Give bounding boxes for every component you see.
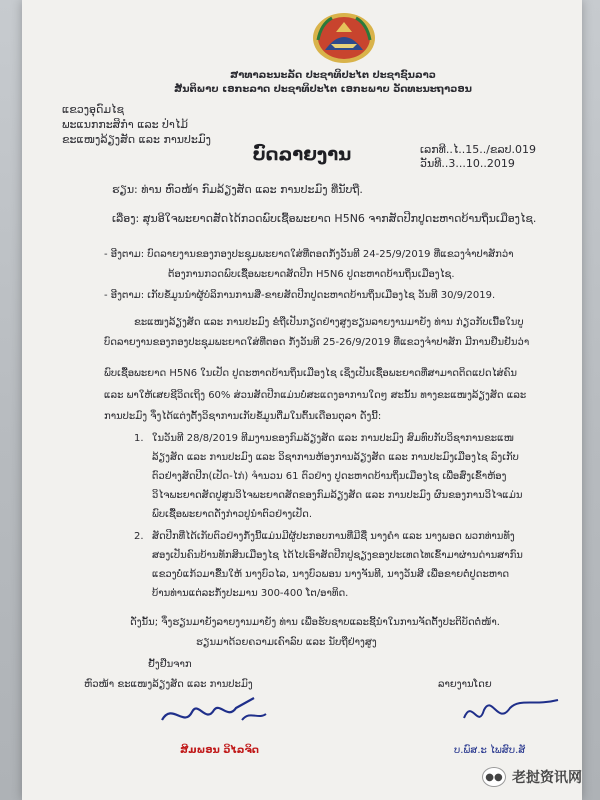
watermark-text: 老挝资讯网 xyxy=(512,770,582,786)
left-signatory-name: ສີມພອນ ວິໄລຈິດ xyxy=(180,745,259,756)
right-signatory-title: ລາຍງານໂດຍ xyxy=(438,679,492,690)
reference-number: ເລກທີ..ໄ..15../ຂລປ.019 xyxy=(420,143,536,156)
lao-emblem-icon xyxy=(309,10,379,66)
country-line: ສາທາລະນະລັດ ປະຊາທິປະໄຕ ປະຊາຊົນລາວ xyxy=(230,70,436,81)
body-line: ບົດລາຍງານຂອງກອງປະຊຸມພະຍາດໃສ່ທີ່ຕອດ ກໍ້ງວັນທີ 25-26/9/2019 ທີ່ແຂວງຈໍາປາສັກ ມີການຢືນຢັນວ່າ xyxy=(104,337,530,348)
document-page xyxy=(22,0,582,800)
wechat-icon: ●● xyxy=(482,767,506,787)
section-line: ຂະແໜງລ້ຽງສັດ ແລະ ການປະມົງ xyxy=(62,133,211,146)
document-date: ວັນທີ..3...10..2019 xyxy=(420,157,515,170)
reference-item: ຕ້ອງການກວດພົບເຊື້ອພະຍາດສັດປີກ H5N6 ປູດະຫາດບ້ານຖິ່ນເມືອງໄຊ. xyxy=(168,269,455,280)
list-line: ໃນວັນທີ 28/8/2019 ທີມງານຂອງກົມລ້ຽງສັດ ແລະ ການປະມົງ ສົມທົບກັບວິຊາການຂະແໜ xyxy=(152,433,514,444)
list-line: ສັດປີກທີ່ໄດ້ເກັບຕົວຢ່າງກໍ້ງນີ້ແມ່ນມີຜູ້ປະກອບການທີ່ມີຊື່ ນາງຄໍາ ແລະ ນາງພອດ ພວກທ່ານທັງ xyxy=(152,531,515,542)
subject-line: ເລື່ອງ: ສຸນອີໃຈພະຍາດສັດໄດ້ກວດພົບເຊື້ອພະຍາດ H5N6 ຈາກສັດປີກປູດະຫາດບ້ານຖິ່ນເມືອງໄຊ. xyxy=(112,212,537,225)
body-line: ຂະແໜງລ້ຽງສັດ ແລະ ການປະມົງ ຂໍຖືເປັນກຽດຢ່າງສູງຮຽນລາຍງານມາຍັງ ທ່ານ ກ່ຽວກັບເນື້ອໃນບູ xyxy=(134,317,524,328)
body-line: ພົບເຊື້ອພະຍາດ H5N6 ໃນເປັດ ປູດະຫາດບ້ານຖິ່ນເມືອງໄຊ ເຊິ່ງເປັນເຊື້ອພະຍາດທີ່ສາມາດຕິດແປດໄສ່ຄົນ xyxy=(104,368,518,379)
body-line: ແລະ ພາໃຫ້ເສຍຊີວິດເຖິງ 60% ສ່ວນສັດປີກແມ່ນບໍ່ສະແດງອາການໃດໆ ສະນັ້ນ ທາງຂະແໜງລ້ຽງສັດ ແລະ xyxy=(104,390,527,401)
watermark xyxy=(482,767,582,787)
list-number: 1. xyxy=(134,433,144,444)
signature-intro: ຢັ້ງຢືນຈາກ xyxy=(148,659,192,670)
left-signatory-title: ຫົວໜ້າ ຂະແໜງລ້ຽງສັດ ແລະ ການປະມົງ xyxy=(84,679,253,690)
list-number: 2. xyxy=(134,531,144,542)
province-line: ແຂວງອຸດົມໄຊ xyxy=(62,103,124,116)
page-title: ບົດລາຍງານ xyxy=(252,144,352,165)
closing-line: ດັ່ງນັ້ນ; ຈຶ່ງຮຽນມາຍັງລາຍງານມາຍັງ ທ່ານ ເພື່ອຮັບຊາບແລະຊີ້ນໍາໃນການຈັດຕັ້ງປະຕິບັດຕໍ່ໜ້າ. xyxy=(130,617,500,628)
list-line: ແຂວງບໍ່ແກ້ວມາຂື້ນໃຫ້ ນາງບົວໄລ, ນາງບົວພອນ ນາງຈັນທີ, ນາງວັນສີ ເພື່ອຂາຍຕໍ່ປູດະຫາດ xyxy=(152,569,510,580)
list-line: ສອງເປັນຄົນບ້ານທັກສິນເມືອງໄຊ ໄດ້ໄປເອົາສັດປີກປູຊຽງຂອງປະເທດໄທເຂົ້າມາຜ່ານດ່ານສາກົນ xyxy=(152,550,523,561)
to-line: ຮຽນ: ທ່ານ ຫົວໜ້າ ກົມລ້ຽງສັດ ແລະ ການປະມົງ ທີ່ນັບຖື. xyxy=(112,183,363,196)
reference-item: - ອີງຕາມ: ບົດລາຍງານຂອງກອງປະຊຸມພະຍາດໃສ່ທີ່ຕອດກໍ້ງວັນທີ 24-25/9/2019 ທີ່ແຂວງຈໍາປາສັກວ່າ xyxy=(104,249,514,260)
signature-left-icon xyxy=(154,690,284,736)
motto-line: ສັນຕິພາບ ເອກະລາດ ປະຊາທິປະໄຕ ເອກະພາບ ວັດທະນະຖາວອນ xyxy=(174,84,472,95)
list-line: ລ້ຽງສັດ ແລະ ການປະມົງ ແລະ ວິຊາການຫ້ອງການລ້ຽງສັດ ແລະ ການປະມົງເມືອງໄຊ ລົງເກັບ xyxy=(152,452,519,463)
list-line: ພົບເຊື້ອພະຍາດດັ່ງກ່າວປູນໍາຕົວຢ່າງເປັດ. xyxy=(152,509,313,520)
department-line: ພະແນກກະສິກຳ ແລະ ປ່າໄມ້ xyxy=(62,118,188,131)
signature-right-icon xyxy=(454,690,574,736)
reference-item: - ອີງຕາມ: ເກັບຂໍ້ມູນນໍາຜູ້ບໍລິການການສີ່-ຂາຍສັດປີກປູດະຫາດບ້ານຖິ່ນເມືອງໄຊ ວັນທີ 30/9/2019. xyxy=(104,290,496,301)
right-signatory-name: ບ.ພົສ.ະ ໄພສົບ.ສັ xyxy=(454,745,526,756)
body-line: ການປະມົງ ຈຶ່ງໄດ້ແຕ່ງຕັ້ງວິຊາການເກັບຂໍ້ມູນຕື່ມໃນຕົ້ນເດືອນຕຸລາ ດັ່ງນີ້: xyxy=(104,411,382,422)
list-line: ຕົວຢ່າງສັດປີກ(ເປັດ-ໄກ່) ຈໍານວນ 61 ຕົວຢ່າງ ປູດະຫາດບ້ານຖິ່ນເມືອງໄຊ ເພື່ອສົ່ງເຂົ້າຫ້ອງ xyxy=(152,471,507,482)
closing-line: ຮຽນມາດ້ວຍຄວາມເຄົາລົບ ແລະ ນັບຖືຢ່າງສູງ xyxy=(196,637,377,648)
list-line: ບ້ານທ່ານແຕ່ລະກໍ້ງປະມານ 300-400 ໂຕ/ອາທິດ. xyxy=(152,588,349,599)
list-line: ວິໄຈພະຍາດສັດປູສູນວິໄຈພະຍາດສັດຂອງກົມລ້ຽງສັດ ແລະ ການປະມົງ ຜົນຂອງການວິໄຈແມ່ນ xyxy=(152,490,523,501)
